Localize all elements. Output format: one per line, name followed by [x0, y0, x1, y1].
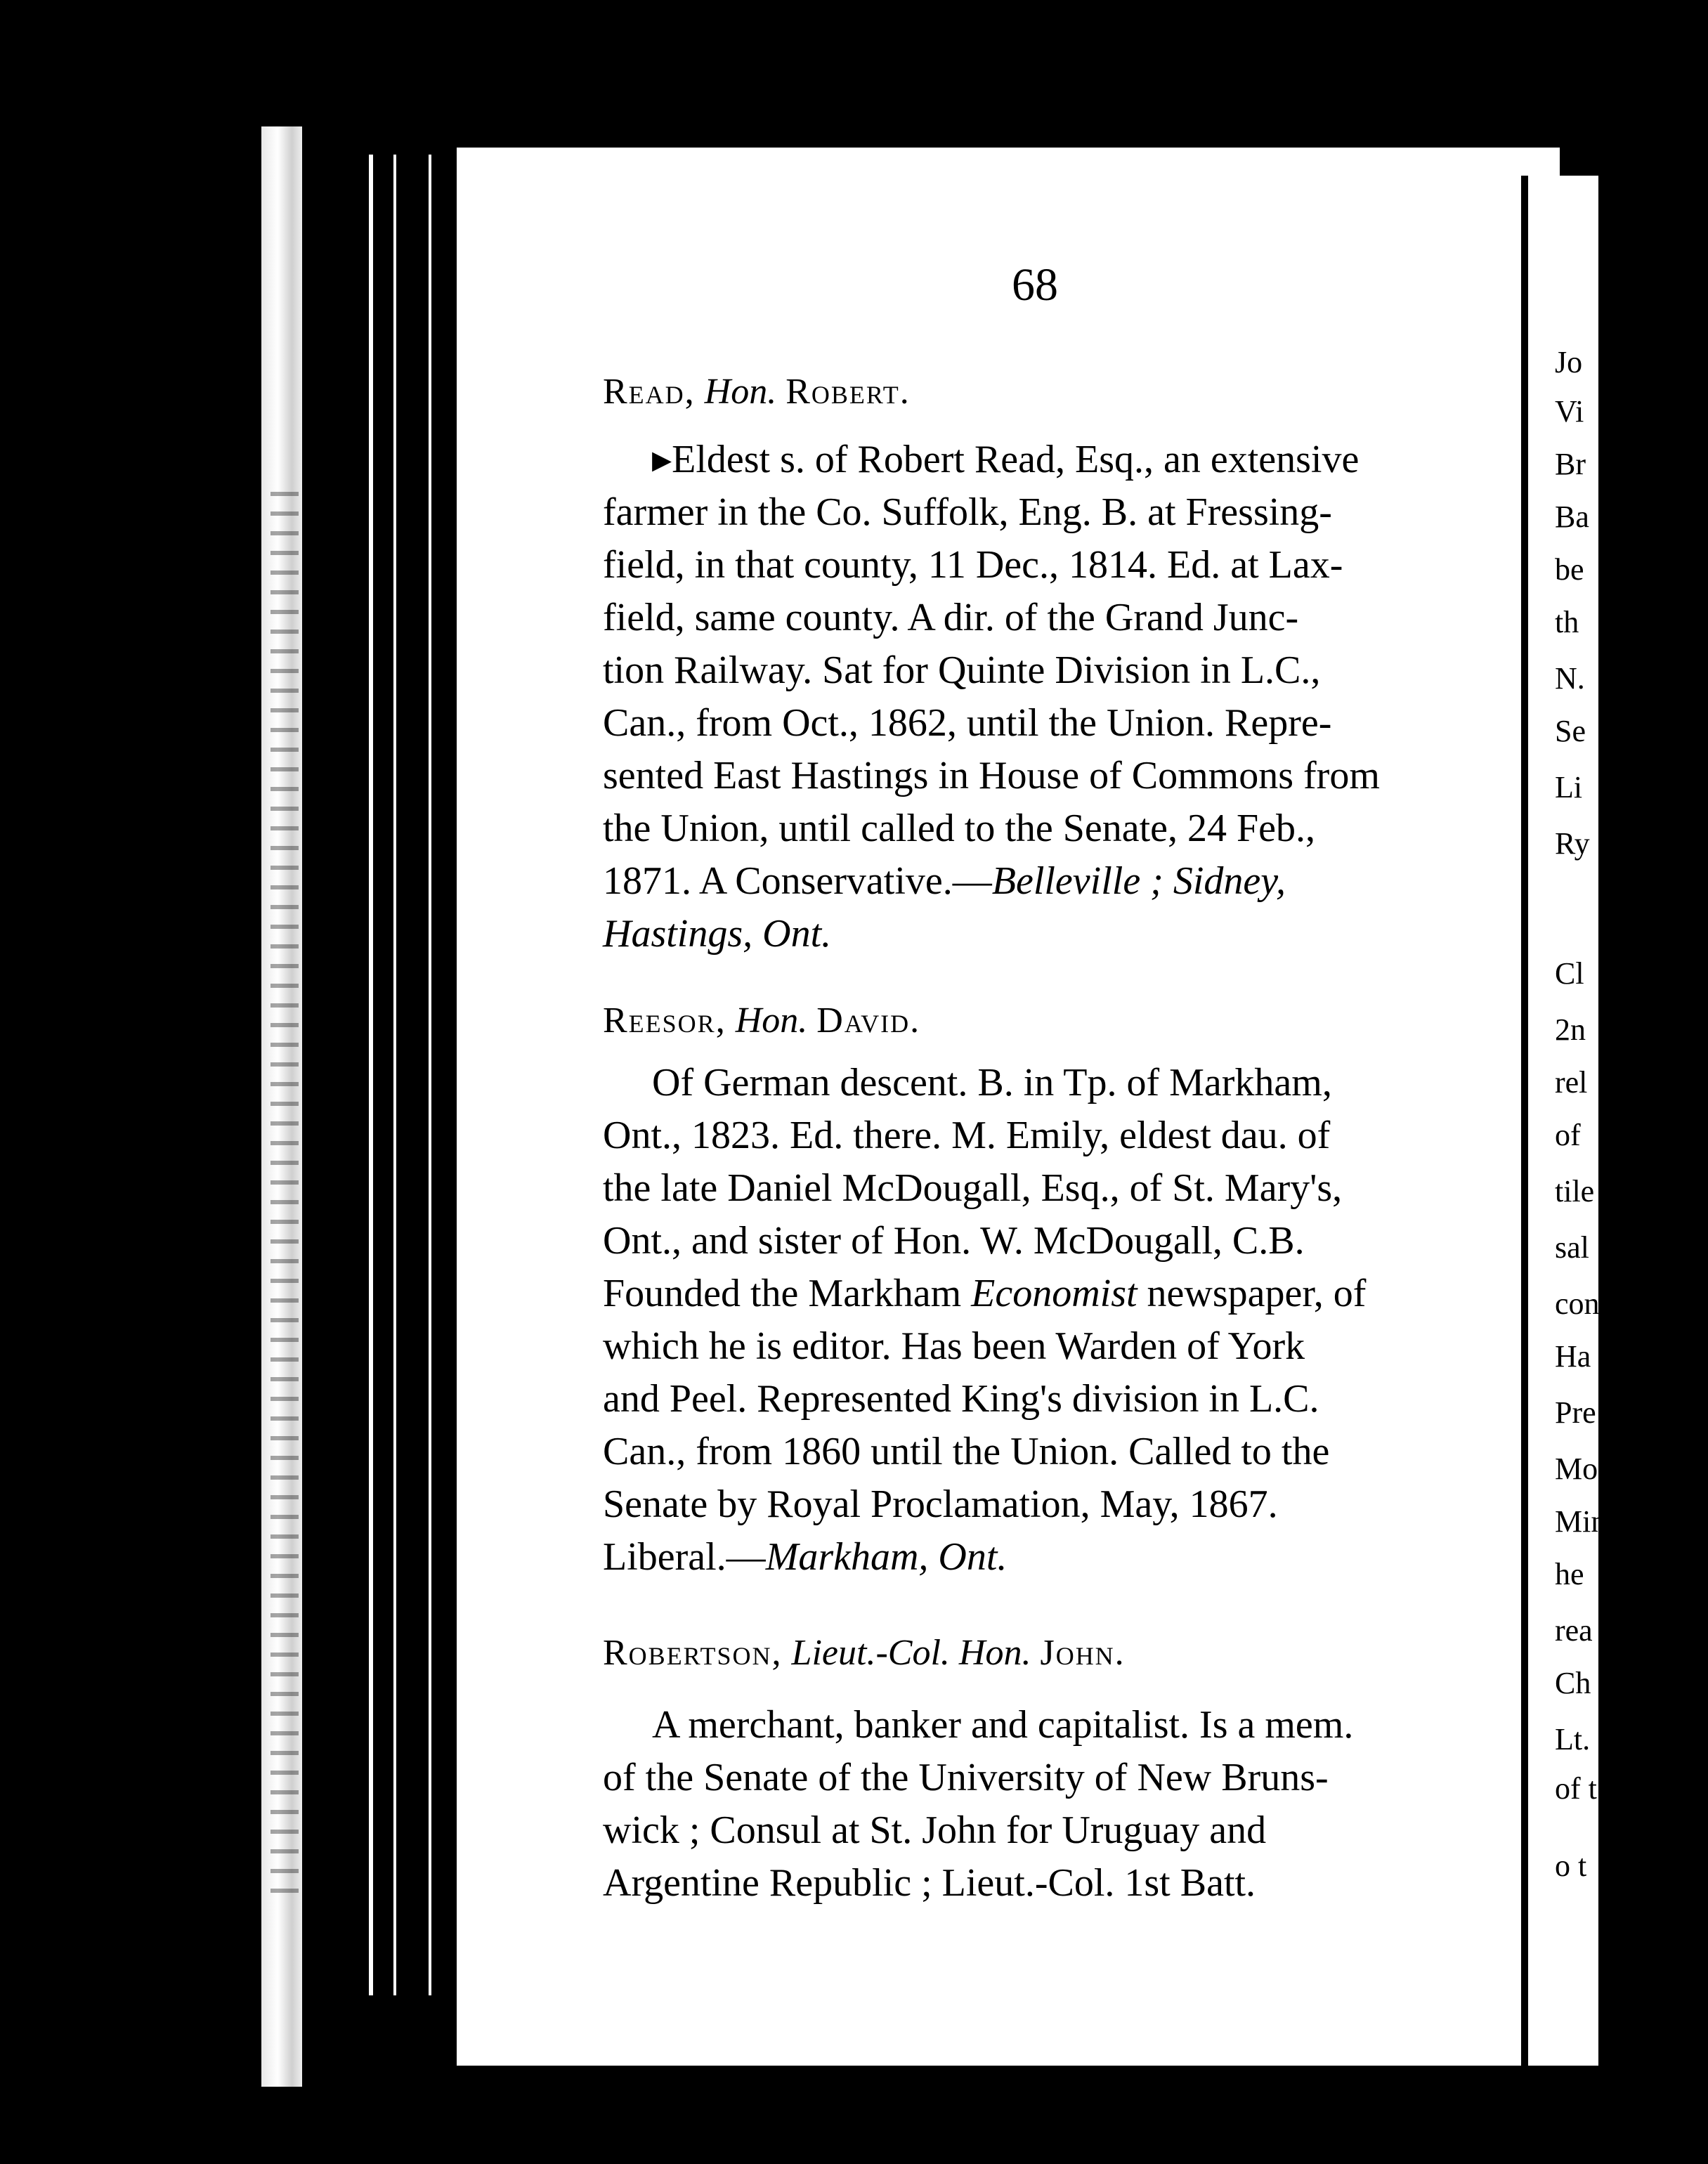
entry-line: Can., from Oct., 1862, until the Union. Repre- [603, 701, 1332, 745]
entry-reesor [603, 994, 1544, 1584]
adjacent-page-fragment: 2n [1555, 1012, 1586, 1047]
entry-residence: Markham, Ont. [765, 1535, 1008, 1579]
entry-forename: John. [1040, 1633, 1126, 1673]
entry-line: Of German descent. B. in Tp. of Markham, [652, 1061, 1332, 1104]
entry-line: Senate by Royal Proclamation, May, 1867. [603, 1482, 1278, 1526]
adjacent-page-fragment: he [1555, 1557, 1584, 1591]
entry-line: ▸Eldest s. of Robert Read, Esq., an extensive [652, 438, 1360, 481]
adjacent-page-fragment: rea [1555, 1613, 1593, 1648]
entry-heading [603, 1627, 1544, 1679]
entry-forename: David. [816, 1000, 921, 1041]
entry-line: Ont., 1823. Ed. there. M. Emily, eldest dau. of [603, 1114, 1331, 1157]
adjacent-page-fragment: o t [1555, 1849, 1587, 1883]
entry-line: sented East Hastings in House of Commons from [603, 754, 1380, 797]
entry-forename: Robert. [785, 372, 911, 412]
entry-line: Can., from 1860 until the Union. Called to the [603, 1430, 1330, 1473]
adjacent-page-fragment: Mo [1555, 1452, 1598, 1486]
entry-line [603, 855, 1544, 908]
page-edge-line [369, 155, 373, 1995]
adjacent-page-fragment: Cl [1555, 956, 1584, 991]
entry-line-text: 1871. A Conservative.— [603, 859, 992, 903]
adjacent-page-fragment: Ha [1555, 1339, 1591, 1374]
entry-title: Hon. [735, 1000, 808, 1041]
adjacent-page-fragment: rel [1555, 1065, 1588, 1100]
entry-line: farmer in the Co. Suffolk, Eng. B. at Fressing- [603, 490, 1332, 534]
adjacent-page-fragment: N. [1555, 661, 1585, 696]
adjacent-page-fragment: Br [1555, 447, 1586, 481]
entry-line: tion Railway. Sat for Quinte Division in L.C., [603, 648, 1321, 692]
page-number: 68 [1012, 259, 1058, 311]
entry-residence: Hastings, Ont. [603, 912, 832, 956]
entry-line: field, in that county, 11 Dec., 1814. Ed. at Lax- [603, 543, 1343, 587]
entry-line: wick ; Consul at St. John for Uruguay and [603, 1808, 1267, 1852]
adjacent-page-fragment: Ba [1555, 500, 1589, 534]
entry-heading [603, 994, 1544, 1047]
entry-line: and Peel. Represented King's division in L.C. [603, 1377, 1319, 1421]
adjacent-page-fragment: Lt. [1555, 1722, 1591, 1756]
page-edge-line [393, 155, 396, 1995]
entry-line-text: Founded the Markham [603, 1272, 972, 1315]
adjacent-page-fragment: Ch [1555, 1666, 1591, 1700]
entry-line: Ont., and sister of Hon. W. McDougall, C.B. [603, 1219, 1305, 1263]
adjacent-page-fragment: tile [1555, 1174, 1595, 1208]
entry-residence: Belleville ; Sidney, [991, 859, 1286, 903]
adjacent-page-fragment: be [1555, 552, 1584, 587]
entry-robertson [603, 1627, 1544, 1910]
entry-line: A merchant, banker and capitalist. Is a mem. [652, 1703, 1354, 1747]
adjacent-page-fragment: Pre [1555, 1395, 1596, 1430]
adjacent-page-fragment: Vi [1555, 394, 1584, 429]
entry-line: Argentine Republic ; Lieut.-Col. 1st Batt. [603, 1861, 1256, 1905]
adjacent-page-fragment: con [1555, 1286, 1600, 1321]
newspaper-name: Economist [971, 1272, 1137, 1315]
adjacent-page-fragment: Min [1555, 1504, 1607, 1539]
entry-line: the Union, until called to the Senate, 24 Feb., [603, 807, 1316, 850]
page-edge-line [429, 155, 431, 1995]
adjacent-page-fragment: Ry [1555, 826, 1590, 861]
entry-line-text: Liberal.— [603, 1535, 766, 1579]
entry-line: of the Senate of the University of New Bruns- [603, 1756, 1329, 1799]
entry-heading [603, 365, 1544, 418]
entry-title: Lieut.-Col. Hon. [791, 1633, 1031, 1673]
entry-surname: Read, [603, 372, 696, 412]
adjacent-page-fragment: of t [1555, 1771, 1597, 1806]
entry-read [603, 365, 1544, 960]
entry-line: which he is editor. Has been Warden of York [603, 1324, 1305, 1368]
left-edge-speckle [270, 492, 299, 1897]
entry-surname: Reesor, [603, 1000, 726, 1041]
adjacent-page-fragment: Jo [1555, 345, 1583, 379]
entry-line-text: newspaper, of [1137, 1272, 1367, 1315]
adjacent-page-fragment: Li [1555, 770, 1583, 804]
adjacent-page-fragment: th [1555, 605, 1579, 639]
entry-title: Hon. [704, 372, 777, 412]
adjacent-page-fragment: Se [1555, 714, 1586, 748]
entry-line: the late Daniel McDougall, Esq., of St. Mary's, [603, 1166, 1343, 1210]
entry-line: field, same county. A dir. of the Grand Junc- [603, 596, 1299, 639]
entry-surname: Robertson, [603, 1633, 783, 1673]
adjacent-page-fragment: of [1555, 1118, 1581, 1152]
adjacent-page-fragment: sal [1555, 1230, 1589, 1265]
entry-line [603, 1267, 1544, 1320]
entry-line [603, 1531, 1544, 1584]
